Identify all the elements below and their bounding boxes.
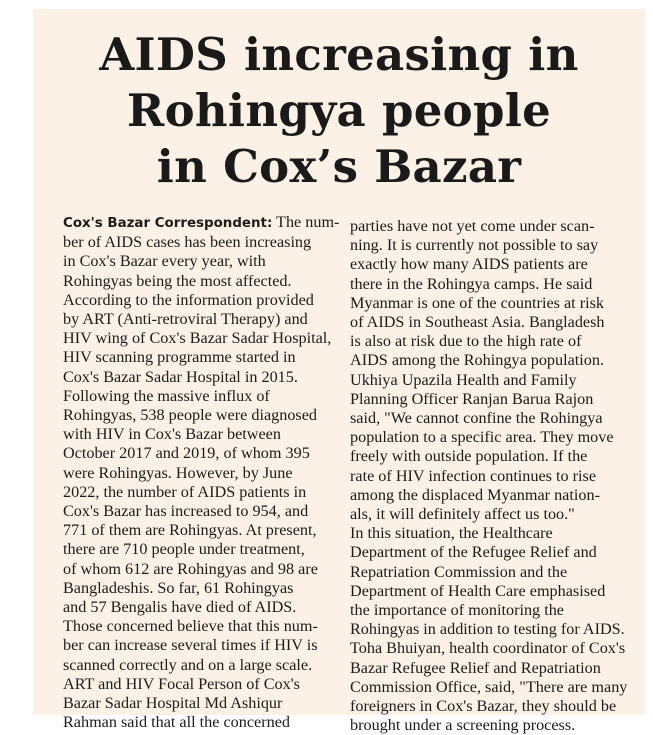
body-text-line: ber can increase several times if HIV is [63, 636, 318, 655]
body-text-line: ning. It is currently not possible to say [350, 236, 599, 255]
byline: Cox's Bazar Correspondent: [63, 216, 273, 231]
body-text-line: 771 of them are Rohingyas. At present, [63, 521, 317, 540]
body-text-line: 2022, the number of AIDS patients in [63, 482, 307, 501]
body-text-line: foreigners in Cox's Bazar, they should be [350, 697, 617, 716]
body-text-line: Rohingyas, 538 people were diagnosed [63, 406, 317, 425]
body-text-line: Department of the Refugee Relief and [350, 543, 597, 562]
body-text-line: Department of Health Care emphasised [350, 581, 606, 600]
body-text-line: ART and HIV Focal Person of Cox's [63, 674, 300, 693]
body-text-line: rate of HIV infection continues to rise [350, 466, 597, 485]
body-text-line: HIV scanning programme started in [63, 348, 296, 367]
body-text-line: Ukhiya Upazila Health and Family [350, 370, 577, 389]
body-text-line: there are 710 people under treatment, [63, 540, 305, 559]
body-text-line: Rohingyas being the most affected. [63, 271, 292, 290]
body-text-line: Toha Bhuiyan, health coordinator of Cox's [350, 639, 626, 658]
body-text-line: Those concerned believe that this num- [63, 617, 318, 636]
newspaper-clipping [33, 9, 645, 735]
body-text-line: brought under a screening process. [350, 716, 576, 735]
body-text-line: by ART (Anti-retroviral Therapy) and [63, 310, 308, 329]
body-text-line: October 2017 and 2019, of whom 395 [63, 444, 310, 463]
body-text-line: the importance of monitoring the [350, 601, 564, 620]
body-text-line: there in the Rohingya camps. He said [350, 274, 593, 293]
body-text-line: and 57 Bengalis have died of AIDS. [63, 598, 297, 617]
headline-line: Rohingya people [126, 84, 552, 137]
body-text-line: als, it will definitely affect us too." [350, 505, 575, 524]
body-text-line: Rahman said that all the concerned [63, 713, 290, 732]
body-text-line: among the displaced Myanmar nation- [350, 485, 600, 504]
headline-line: AIDS increasing in [99, 28, 579, 81]
body-text-line: Commission Office, said, "There are many [350, 677, 628, 696]
body-text-line: Rohingyas in addition to testing for AIDS. [350, 620, 625, 639]
body-text-line: in Cox's Bazar every year, with [63, 252, 266, 271]
body-text-line: In this situation, the Healthcare [350, 524, 553, 543]
body-text-line: According to the information provided [63, 290, 314, 309]
body-text-line: HIV wing of Cox's Bazar Sadar Hospital, [63, 329, 332, 348]
first-line [63, 213, 338, 233]
headline [33, 27, 645, 195]
body-text-line: Following the massive influx of [63, 386, 270, 405]
body-text-line: Bangladeshis. So far, 61 Rohingyas [63, 578, 294, 597]
body-text-line: Bazar Sadar Hospital Md Ashiqur [63, 694, 283, 713]
body-text-line: Myanmar is one of the countries at risk [350, 293, 604, 312]
body-text-line: of AIDS in Southeast Asia. Bangladesh [350, 313, 605, 332]
body-text-line: freely with outside population. If the [350, 447, 588, 466]
headline-line: in Cox’s Bazar [156, 140, 522, 193]
body-text-line: Repatriation Commission and the [350, 562, 568, 581]
body-text-line: Planning Officer Ranjan Barua Rajon [350, 389, 594, 408]
first-line-text: The num- [272, 213, 340, 231]
article-column-right [350, 217, 630, 735]
body-text-line: with HIV in Cox's Bazar between [63, 425, 281, 444]
body-text-line: Cox's Bazar has increased to 954, and [63, 502, 309, 521]
article-column-left [63, 213, 338, 732]
body-text-line: population to a specific area. They move [350, 428, 614, 447]
body-text-line: AIDS among the Rohingya population. [350, 351, 605, 370]
body-text-line: Bazar Refugee Relief and Repatriation [350, 658, 601, 677]
body-text-line: were Rohingyas. However, by June [63, 463, 293, 482]
body-text-line: Cox's Bazar Sadar Hospital in 2015. [63, 367, 298, 386]
body-text-line: ber of AIDS cases has been increasing [63, 233, 312, 252]
body-text-line: exactly how many AIDS patients are [350, 255, 588, 274]
body-text-line: is also at risk due to the high rate of [350, 332, 582, 351]
body-text-line: said, "We cannot confine the Rohingya [350, 409, 603, 428]
body-text-line: scanned correctly and on a large scale. [63, 655, 313, 674]
body-text-line: parties have not yet come under scan- [350, 217, 595, 235]
body-text-line: of whom 612 are Rohingyas and 98 are [63, 559, 318, 578]
